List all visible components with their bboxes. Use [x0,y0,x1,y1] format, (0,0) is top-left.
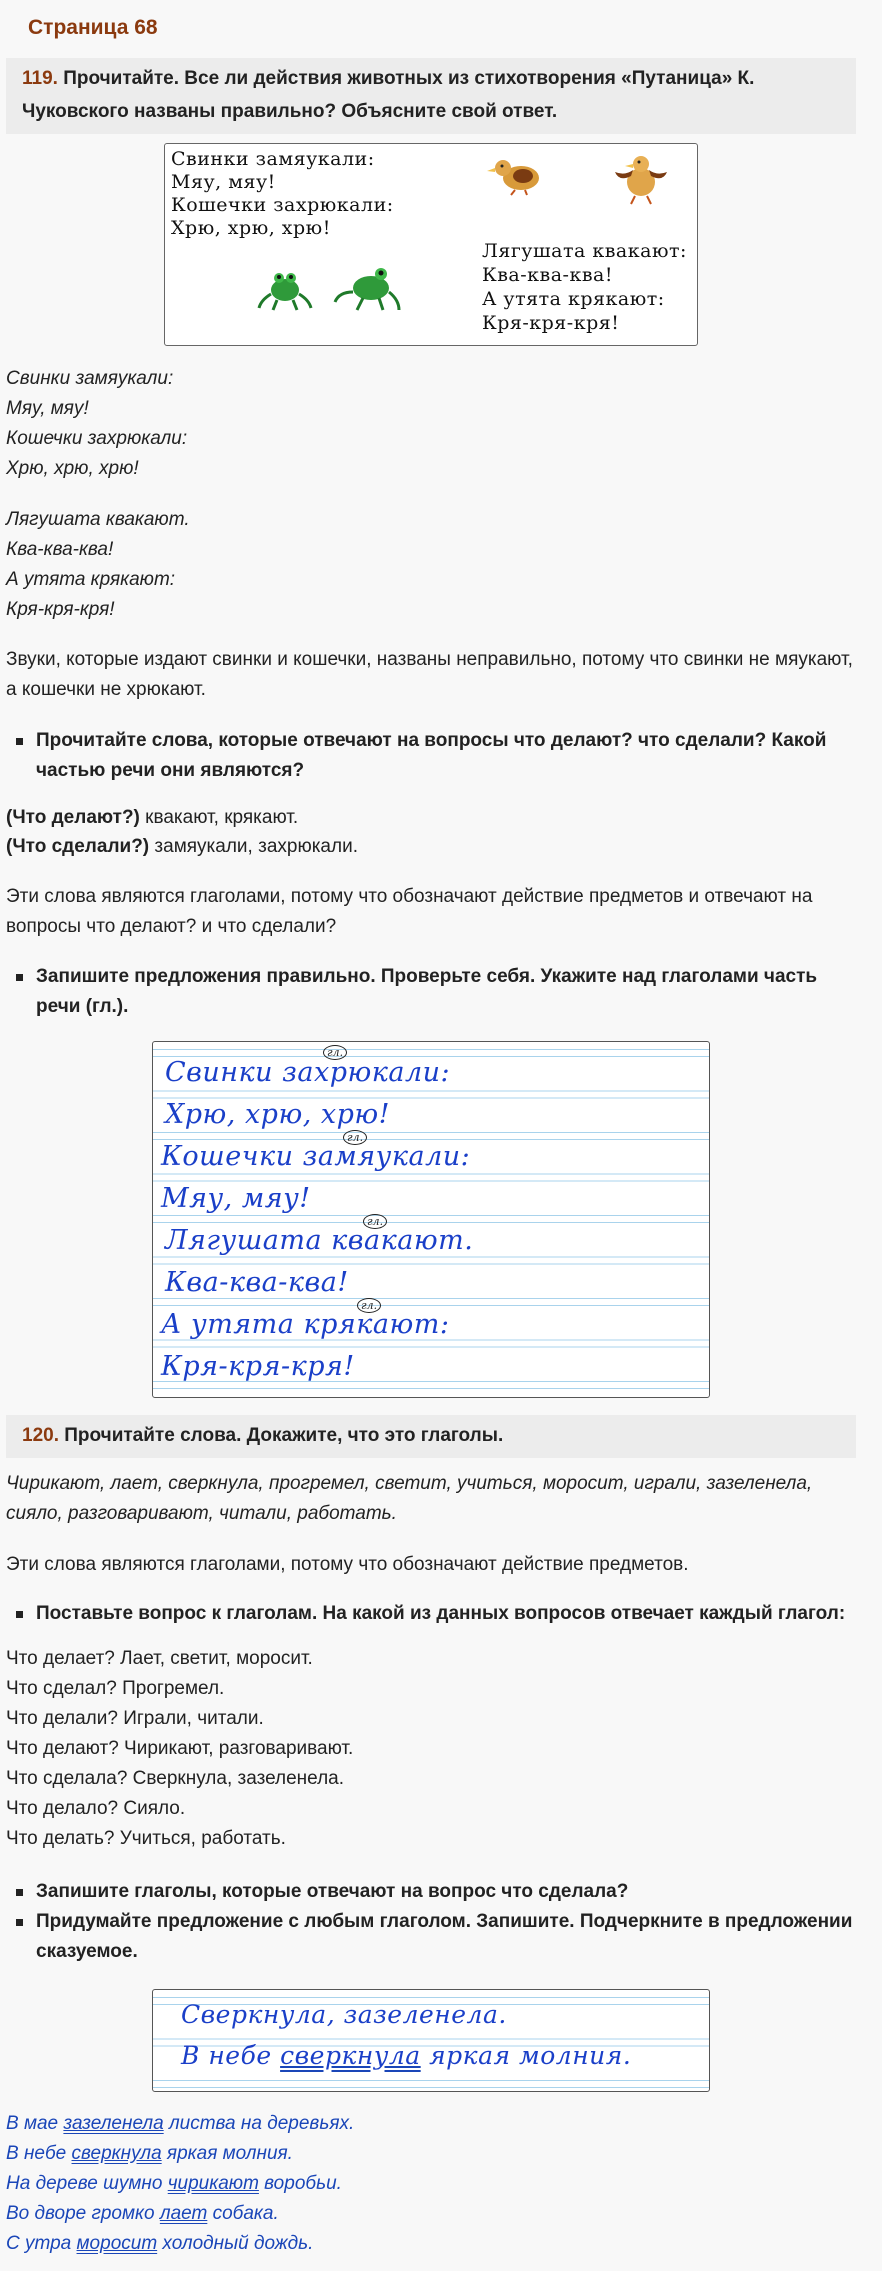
handwritten-notebook [152,1989,710,2092]
question-answer-list [6,1644,856,1854]
bullet-task: Запишите глаголы, которые отвечают на вопрос что сделала? [36,1877,856,1907]
poem-line: Лягушата квакают. [6,509,190,530]
predicate: чирикают [167,2173,259,2194]
handwritten-line: Ква-ква-ква! [165,1267,349,1298]
qa-line: Что делали? Играли, читали. [6,1708,264,1729]
text: холодный дождь. [157,2233,314,2254]
handwritten-notebook [152,1041,710,1398]
poem-line: Хрю, хрю, хрю! [6,458,139,479]
task-number: 120. [22,1425,59,1446]
text: яркая молния. [420,2041,632,2070]
bullet-task: Поставьте вопрос к глаголам. На какой из данных вопросов отвечает каждый глагол: [36,1599,856,1629]
qa-line: Что делать? Учиться, работать. [6,1828,286,1849]
poem-line: Ква-ква-ква! [482,264,614,286]
poem-line: Кошечки захрюкали: [6,428,188,449]
answer-line [6,803,856,833]
text: С утра [6,2233,77,2254]
handwritten-line: Лягушата квакают. [165,1225,474,1256]
poem-line: Мяу, мяу! [171,171,276,193]
example-sentence [6,2169,856,2199]
handwritten-line: Кря-кря-кря! [161,1351,355,1382]
answer-words: квакают, крякают. [139,807,299,828]
example-sentence [6,2199,856,2229]
question-label: (Что делают?) [6,807,140,828]
text: воробьи. [258,2173,342,2194]
poem-stanza-2 [6,505,856,625]
text: собака. [207,2203,279,2224]
bullet-task: Прочитайте слова, которые отвечают на вопросы что делают? что сделали? Какой частью речи они являются? [36,726,856,786]
handwritten-line: Хрю, хрю, хрю! [165,1099,391,1130]
handwritten-line: Кошечки замяукали: [161,1141,471,1172]
qa-line: Что делают? Чирикают, разговаривают. [6,1738,354,1759]
text: В небе [6,2143,72,2164]
predicate: моросит [76,2233,158,2254]
poem-line: Свинки замяукали: [6,368,174,389]
gl-mark: гл. [323,1045,347,1060]
task-text: Прочитайте. Все ли действия животных из стихотворения «Путаница» К. Чуковского названы правильно? Объясните свой ответ. [22,68,755,122]
frog-icon [333,260,405,316]
bullet-task: Запишите предложения правильно. Проверьте себя. Укажите над глаголами часть речи (гл.). [36,962,856,1022]
gl-mark: гл. [343,1130,367,1145]
predicate: сверкнула [280,2041,421,2070]
bullet-task: Придумайте предложение с любым глаголом. Запишите. Подчеркните в предложении сказуемое. [36,1907,856,1967]
handwritten-line [181,2041,631,2070]
qa-line: Что делало? Сияло. [6,1798,186,1819]
answer-paragraph: Звуки, которые издают свинки и кошечки, названы неправильно, потому что свинки не мяукают, а кошечки не хрюкают. [6,649,853,700]
qa-line: Что сделала? Сверкнула, зазеленела. [6,1768,345,1789]
poem-line: Лягушата квакают: [482,240,687,262]
poem-stanza-1 [6,364,856,484]
poem-line: Свинки замяукали: [171,148,375,170]
answer-words: замяукали, захрюкали. [149,836,358,857]
text: В небе [181,2041,281,2070]
text: Во дворе громко [6,2203,160,2224]
poem-line: Ква-ква-ква! [6,539,114,560]
qa-line: Что сделал? Прогремел. [6,1678,225,1699]
task-text: Прочитайте слова. Докажите, что это глаголы. [64,1425,504,1446]
gl-mark: гл. [363,1214,387,1229]
gl-mark: гл. [357,1298,381,1313]
example-sentence [6,2139,856,2169]
example-sentences [6,2109,856,2259]
task-119-header [6,58,856,134]
text: листва на деревьях. [163,2113,355,2134]
handwritten-line: Сверкнула, зазеленела. [181,2000,507,2029]
frog-icon [257,264,313,314]
duckling-icon [611,150,671,206]
predicate: лает [159,2203,208,2224]
duckling-icon [485,152,551,196]
handwritten-line: Свинки захрюкали: [165,1057,451,1088]
poem-line: А утята крякают: [482,288,665,310]
task-120-header [6,1415,856,1458]
poem-line: Мяу, мяу! [6,398,89,419]
poem-line: Кря-кря-кря! [6,599,115,620]
explain-paragraph: Эти слова являются глаголами, потому что обозначают действие предметов и отвечают на вопросы что делают? и что сделали? [6,886,813,937]
task-number: 119. [22,68,58,89]
explain-paragraph: Эти слова являются глаголами, потому что обозначают действие предметов. [6,1554,689,1575]
poem-illustration [164,143,698,346]
example-sentence [6,2229,856,2259]
handwritten-line: Мяу, мяу! [161,1183,311,1214]
predicate: зазеленела [63,2113,164,2134]
word-list: Чирикают, лает, сверкнула, прогремел, светит, учиться, моросит, играли, зазеленела, сияло, разговаривают, читали, работать. [6,1473,813,1524]
handwritten-line: А утята крякают: [161,1309,450,1340]
poem-line: Кошечки захрюкали: [171,194,394,216]
poem-line: А утята крякают: [6,569,176,590]
predicate: сверкнула [71,2143,162,2164]
text: На дереве шумно [6,2173,168,2194]
text: В мае [6,2113,64,2134]
poem-line: Кря-кря-кря! [482,312,620,334]
qa-line: Что делает? Лает, светит, моросит. [6,1648,313,1669]
poem-line: Хрю, хрю, хрю! [171,217,331,239]
text: яркая молния. [161,2143,293,2164]
answer-line [6,832,856,862]
page-title: Страница 68 [28,16,158,39]
question-label: (Что сделали?) [6,836,150,857]
example-sentence [6,2109,856,2139]
